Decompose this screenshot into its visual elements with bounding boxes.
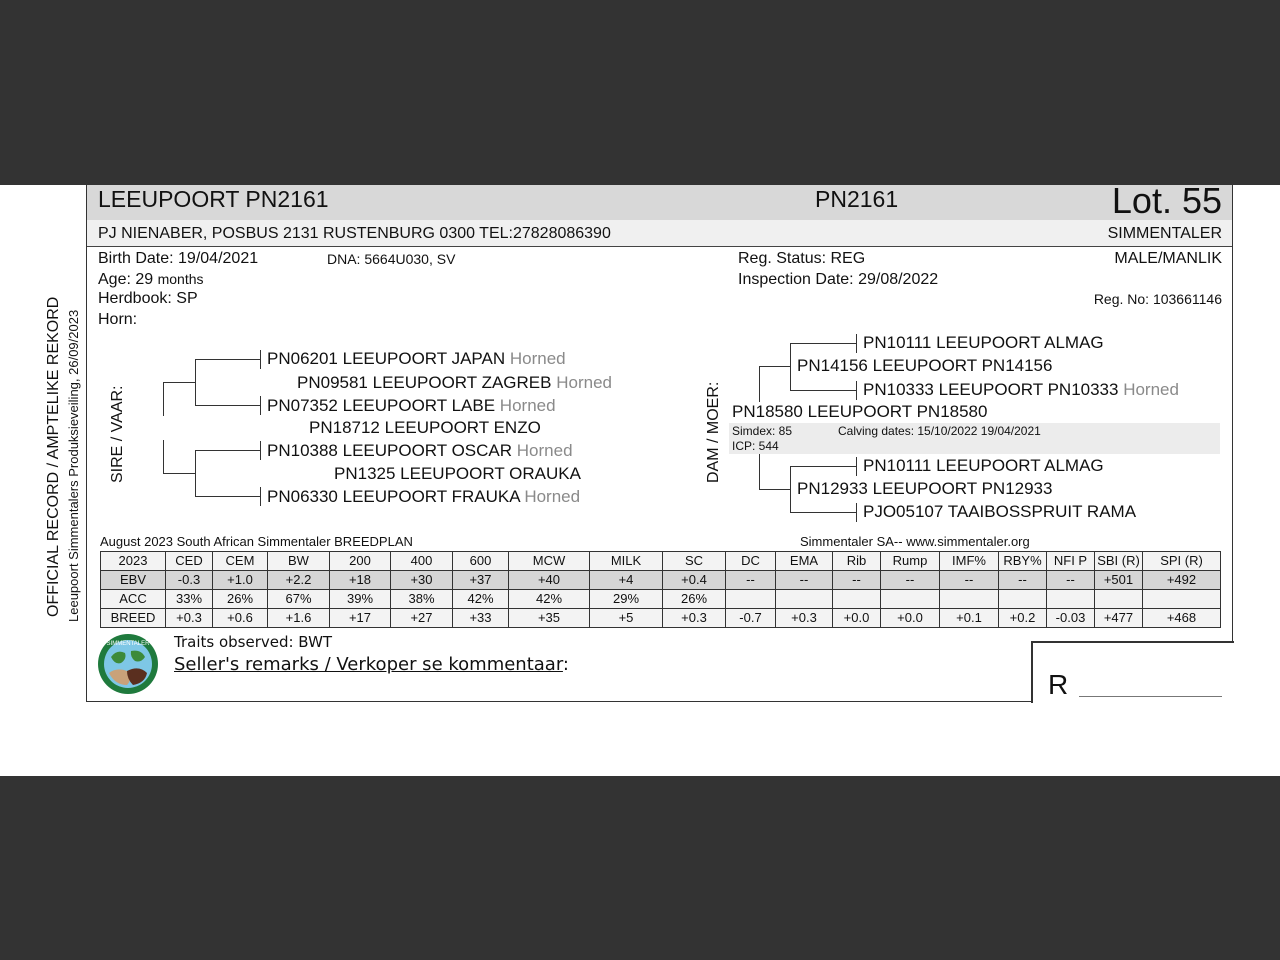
table-row [101, 609, 1221, 628]
pedigree-line [759, 454, 760, 489]
pedigree-tick [856, 457, 857, 476]
table-cell: -- [776, 571, 833, 590]
pedigree-name: PN06201 LEEUPOORT JAPAN [267, 349, 506, 368]
pedigree-tick [856, 381, 857, 400]
official-record-label: OFFICIAL RECORD / AMPTELIKE REKORD [45, 296, 62, 617]
table-cell: +492 [1143, 571, 1221, 590]
table-cell: EMA [776, 552, 833, 571]
horn-status: Horn: [98, 311, 138, 328]
birth-date: Birth Date: 19/04/2021 [98, 250, 259, 267]
price-box-left [1031, 641, 1033, 703]
table-cell: +0.6 [213, 609, 268, 628]
table-cell: 38% [391, 590, 453, 609]
price-box-top [1031, 641, 1234, 643]
sire-sire-sire [267, 349, 566, 369]
table-cell: -- [726, 571, 776, 590]
reg-status: Reg. Status: REG [738, 250, 866, 267]
table-row [101, 571, 1221, 590]
sire-label: SIRE / VAAR: [109, 385, 126, 483]
pedigree-line [790, 512, 856, 513]
dam-calving-dates: Calving dates: 15/10/2022 19/04/2021 [838, 424, 1041, 438]
row-header-cell: ACC [101, 590, 166, 609]
table-cell: +35 [509, 609, 590, 628]
breedplan-title: August 2023 South African Simmentaler BREEDPLAN [100, 534, 413, 549]
pedigree-name: PN09581 LEEUPOORT ZAGREB [297, 373, 552, 392]
price-input-line[interactable] [1079, 696, 1222, 697]
pedigree-line [759, 489, 790, 490]
table-cell: +5 [590, 609, 663, 628]
breedplan-table [100, 551, 1221, 628]
table-cell: 39% [330, 590, 391, 609]
table-cell: RBY% [999, 552, 1047, 571]
table-cell: 33% [166, 590, 213, 609]
table-cell [940, 590, 999, 609]
table-cell: +4 [590, 571, 663, 590]
table-cell: +18 [330, 571, 391, 590]
table-cell: 67% [268, 590, 330, 609]
pedigree-line [163, 473, 195, 474]
pedigree-line [759, 366, 760, 402]
row-header-cell: 2023 [101, 552, 166, 571]
pedigree-line [195, 496, 260, 497]
row-header-cell: BREED [101, 609, 166, 628]
table-cell [881, 590, 940, 609]
table-cell: +501 [1095, 571, 1143, 590]
sex: MALE/MANLIK [1114, 250, 1222, 267]
pedigree-tick [260, 350, 261, 369]
table-cell [1095, 590, 1143, 609]
table-cell: +0.4 [663, 571, 726, 590]
table-header-row [101, 552, 1221, 571]
table-cell: Rump [881, 552, 940, 571]
sire-dam: PN1325 LEEUPOORT ORAUKA [334, 464, 581, 483]
table-cell: +2.2 [268, 571, 330, 590]
animal-name: LEEUPOORT PN2161 [98, 186, 329, 212]
table-cell: +1.6 [268, 609, 330, 628]
pedigree-name: PN07352 LEEUPOORT LABE [267, 396, 496, 415]
table-cell: +17 [330, 609, 391, 628]
table-cell: +40 [509, 571, 590, 590]
pedigree-line [790, 466, 856, 467]
pedigree-tick [856, 503, 857, 522]
table-cell [833, 590, 881, 609]
table-cell: -- [833, 571, 881, 590]
dam-dam-sire: PN10111 LEEUPOORT ALMAG [863, 456, 1104, 475]
table-cell: 600 [453, 552, 509, 571]
table-cell: Rib [833, 552, 881, 571]
table-cell: 26% [213, 590, 268, 609]
owner-address: PJ NIENABER, POSBUS 2131 RUSTENBURG 0300 TEL:27828086390 [98, 225, 611, 242]
pedigree-name: PN10333 LEEUPOORT PN10333 [863, 380, 1119, 399]
price-label: R [1048, 669, 1069, 700]
table-cell: +30 [391, 571, 453, 590]
table-cell [1047, 590, 1095, 609]
dam-dam: PN12933 LEEUPOORT PN12933 [797, 479, 1053, 498]
dam-sire-sire: PN10111 LEEUPOORT ALMAG [863, 333, 1104, 352]
table-cell: 29% [590, 590, 663, 609]
table-cell: 42% [509, 590, 590, 609]
pedigree-line [790, 390, 856, 391]
dna-info: DNA: 5664U030, SV [327, 251, 456, 267]
table-cell: +1.0 [213, 571, 268, 590]
lot-number: Lot. 55 [1111, 180, 1222, 221]
pedigree-line [759, 366, 790, 367]
breedplan-source: Simmentaler SA-- www.simmentaler.org [800, 534, 1030, 549]
table-cell: +0.3 [663, 609, 726, 628]
pedigree-name: PN06330 LEEUPOORT FRAUKA [267, 487, 520, 506]
table-cell: -- [999, 571, 1047, 590]
seller-remarks-colon: : [562, 654, 569, 675]
pedigree-line [163, 382, 164, 416]
seller-remarks [174, 654, 569, 675]
table-cell: NFI P [1047, 552, 1095, 571]
table-cell: -- [1047, 571, 1095, 590]
horned-tag: Horned [524, 487, 581, 506]
pedigree-line [790, 343, 791, 390]
table-cell [999, 590, 1047, 609]
pedigree-line [195, 359, 260, 360]
table-cell: SPI (R) [1143, 552, 1221, 571]
simmentaler-logo [97, 633, 159, 695]
table-cell [726, 590, 776, 609]
sire-dam-dam [267, 487, 580, 507]
table-cell: -0.7 [726, 609, 776, 628]
horned-tag: Horned [499, 396, 556, 415]
pedigree-line [195, 450, 196, 497]
horned-tag: Horned [516, 441, 573, 460]
table-cell: MILK [590, 552, 663, 571]
pedigree-line [163, 440, 164, 474]
table-cell: +477 [1095, 609, 1143, 628]
pedigree-line [163, 382, 195, 383]
table-cell: CEM [213, 552, 268, 571]
pedigree-tick [856, 334, 857, 353]
table-cell: +33 [453, 609, 509, 628]
dam-name: PN18580 LEEUPOORT PN18580 [732, 402, 988, 421]
svg-text:SIMMENTALER: SIMMENTALER [106, 641, 150, 647]
horned-tag: Horned [509, 349, 566, 368]
table-cell: 400 [391, 552, 453, 571]
table-cell: MCW [509, 552, 590, 571]
pedigree-tick [260, 441, 261, 460]
pedigree-line [195, 359, 196, 406]
dam-simdex: Simdex: 85 [732, 424, 793, 438]
pedigree-name: PN10388 LEEUPOORT OSCAR [267, 441, 513, 460]
seller-remarks-label: Seller's remarks / Verkoper se kommentaar [174, 654, 563, 675]
dam-label: DAM / MOER: [705, 381, 722, 483]
table-cell: +0.3 [166, 609, 213, 628]
pedigree-line [790, 466, 791, 513]
pedigree-tick [260, 396, 261, 415]
table-cell: +27 [391, 609, 453, 628]
age [98, 271, 204, 289]
traits-observed: Traits observed: BWT [174, 633, 333, 651]
horned-tag: Horned [1123, 380, 1179, 399]
record-sheet [0, 180, 1280, 776]
table-cell: +0.2 [999, 609, 1047, 628]
pedigree-line [195, 450, 260, 451]
pedigree-line [195, 405, 260, 406]
horned-tag: Horned [556, 373, 612, 392]
dam-icp: ICP: 544 [732, 439, 779, 453]
table-cell: -0.03 [1047, 609, 1095, 628]
table-cell: -- [940, 571, 999, 590]
table-cell [1143, 590, 1221, 609]
table-cell: 200 [330, 552, 391, 571]
sire-name: PN18712 LEEUPOORT ENZO [309, 418, 541, 437]
animal-id: PN2161 [815, 186, 899, 212]
age-value: Age: 29 [98, 271, 154, 288]
inspection-date: Inspection Date: 29/08/2022 [738, 271, 939, 288]
table-cell: SC [663, 552, 726, 571]
table-cell: -- [881, 571, 940, 590]
sire-dam-sire [267, 441, 573, 461]
sire-sire [297, 373, 612, 393]
breed-name: SIMMENTALER [1107, 225, 1222, 242]
table-cell: BW [268, 552, 330, 571]
table-cell: 42% [453, 590, 509, 609]
table-cell: IMF% [940, 552, 999, 571]
table-cell: CED [166, 552, 213, 571]
age-unit: months [157, 271, 204, 287]
reg-number: Reg. No: 103661146 [1093, 291, 1222, 307]
table-cell: +468 [1143, 609, 1221, 628]
pedigree-tick [260, 487, 261, 506]
table-cell: +0.0 [833, 609, 881, 628]
table-cell: +0.0 [881, 609, 940, 628]
table-row [101, 590, 1221, 609]
dam-sire: PN14156 LEEUPOORT PN14156 [797, 356, 1053, 375]
table-cell: SBI (R) [1095, 552, 1143, 571]
pedigree-line [790, 343, 856, 344]
table-cell [776, 590, 833, 609]
table-cell: DC [726, 552, 776, 571]
row-header-cell: EBV [101, 571, 166, 590]
sire-sire-dam [267, 396, 556, 416]
table-cell: +0.3 [776, 609, 833, 628]
sale-label: Leeupoort Simmentalers Produksieveiling, 26/09/2023 [66, 309, 81, 622]
dam-dam-dam: PJO05107 TAAIBOSSPRUIT RAMA [863, 502, 1137, 521]
table-cell: 26% [663, 590, 726, 609]
herdbook: Herdbook: SP [98, 290, 198, 307]
dam-sire-dam [863, 380, 1179, 400]
table-cell: +0.1 [940, 609, 999, 628]
table-cell: -0.3 [166, 571, 213, 590]
table-cell: +37 [453, 571, 509, 590]
